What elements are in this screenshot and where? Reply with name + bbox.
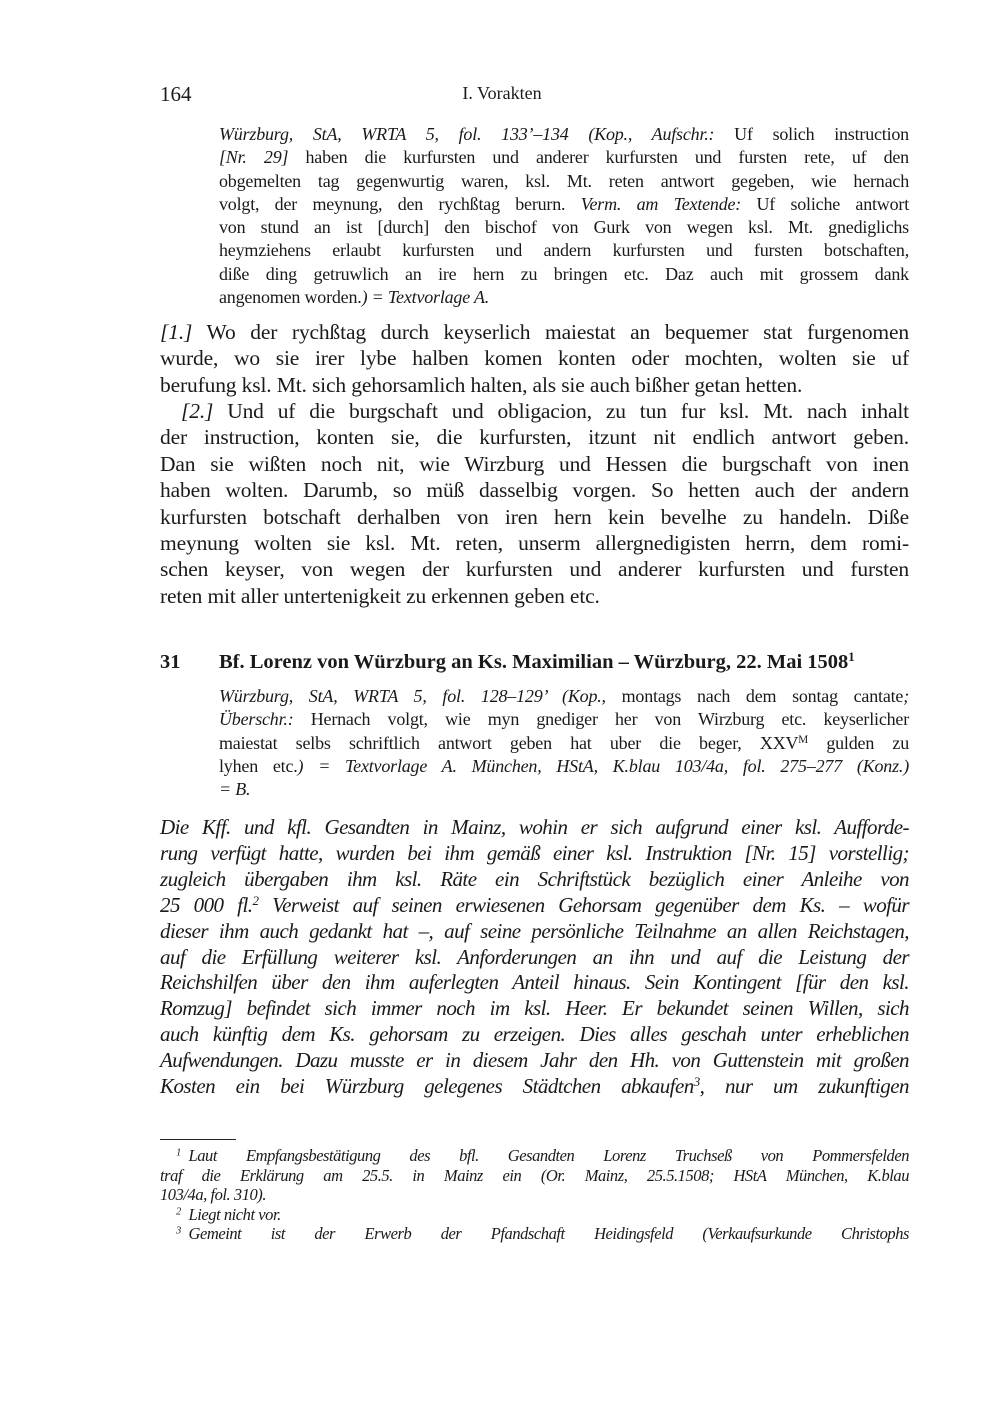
- text-segment: zukunftigen: [797, 1074, 909, 1099]
- text-segment: 103/4a, fol. 310).: [160, 1185, 267, 1205]
- document-number: 31: [160, 651, 181, 673]
- text-segment: der instruction, konten sie, die kurfursten, itzunt nit endlich antwort geben.: [160, 425, 909, 450]
- text-line: [160, 451, 909, 477]
- text-segment: Kosten ein bei Würzburg gelegenes Städtchen abkaufen: [160, 1074, 694, 1099]
- text-line: [219, 263, 909, 286]
- text-line: [160, 893, 909, 919]
- text-segment: ;: [903, 686, 909, 706]
- text-line: [219, 146, 909, 169]
- text-segment: Reichshilfen über den ihm auferlegten Anteil hinaus. Sein Kontingent [für den ksl.: [160, 970, 909, 995]
- text-line: [160, 1074, 909, 1100]
- text-segment: Würzburg, StA, WRTA 5, fol. 128–129’ (Kop.,: [219, 686, 606, 706]
- page-number: 164: [160, 82, 192, 106]
- text-segment: berufung ksl. Mt. sich gehorsamlich halten, als sie auch bißher getan hetten.: [160, 372, 803, 397]
- text-line: [219, 708, 909, 731]
- text-segment: [160, 1146, 176, 1165]
- text-segment: angenomen worden.: [219, 287, 362, 308]
- text-segment: [1.]: [160, 320, 193, 344]
- text-segment: Und uf die burgschaft und obligacion, zu tun fur ksl. Mt. nach inhalt: [213, 399, 909, 423]
- text-line: [219, 216, 909, 239]
- text-segment: kurfursten botschaft derhalben von iren hern kein bevelhe zu handeln. Diße: [160, 504, 909, 529]
- text-segment: Verm. am Textende:: [580, 193, 742, 214]
- text-segment: zugleich übergaben ihm ksl. Räte ein Schriftstück bezüglich einer Anleihe von: [160, 866, 909, 891]
- paragraph-1: [160, 319, 909, 398]
- text-segment: Würzburg, StA, WRTA 5, fol. 133’–134 (Kop., Aufschr.:: [219, 124, 735, 144]
- text-line: [160, 970, 909, 996]
- text-segment: auch künftig dem Ks. gehorsam zu erzeigen. Dies alles geschah unter erheblichen: [160, 1022, 909, 1047]
- text-line: [160, 583, 909, 609]
- footnote-ref[interactable]: 1: [848, 650, 855, 665]
- text-line: [219, 732, 909, 755]
- paragraph-2: [160, 398, 909, 609]
- text-segment: meynung wolten sie ksl. Mt. reten, unserm allergnedigisten herrn, dem romi-: [160, 531, 909, 556]
- text-line: [160, 1224, 909, 1244]
- document-title: Bf. Lorenz von Würzburg an Ks. Maximilian – Würzburg, 22. Mai 1508: [219, 651, 849, 673]
- text-line: [160, 815, 909, 841]
- text-line: [219, 123, 909, 146]
- source-apparatus-a: [219, 123, 909, 309]
- text-segment: Wo der rychßtag durch keyserlich maiestat an bequemer stat furgenomen: [192, 320, 909, 344]
- footnote-marker: 3: [176, 1225, 181, 1237]
- text-segment: auf die Erfüllung weiterer ksl. Anforderungen an ihn und auf die Leistung der: [160, 944, 909, 969]
- text-line: [160, 1146, 909, 1166]
- text-segment: gulden zu: [808, 732, 910, 753]
- text-line: [160, 996, 909, 1022]
- text-line: [219, 239, 909, 262]
- footnote-marker: M: [798, 733, 809, 746]
- text-line: [160, 1185, 909, 1205]
- text-line: [160, 504, 909, 530]
- text-segment: ) = Textvorlage A. München, HStA, K.blau 103/4a, fol. 275–277 (Konz.): [297, 755, 909, 776]
- text-segment: [160, 1224, 176, 1243]
- text-segment: 25 000 fl.: [160, 892, 253, 917]
- text-segment: Gemeint ist der Erwerb der Pfandschaft Heidingsfeld (Verkaufsurkunde Christophs: [180, 1224, 909, 1244]
- text-line: [160, 319, 909, 345]
- footnote-marker: 1: [176, 1147, 181, 1159]
- text-segment: schen keyser, von wegen der kurfursten und anderer kurfursten und fursten: [160, 557, 909, 582]
- text-segment: traf die Erklärung am 25.5. in Mainz ein (Or. Mainz, 25.5.1508; HStA München, K.blau: [160, 1165, 909, 1185]
- text-line: [160, 556, 909, 582]
- text-segment: rung verfügt hatte, wurden bei ihm gemäß einer ksl. Instruktion [Nr. 15] vorstellig;: [160, 840, 909, 865]
- text-line: [219, 755, 909, 778]
- text-segment: haben wolten. Darumb, so müß dasselbig vorgen. So hetten auch der andern: [160, 478, 909, 503]
- text-segment: ) = Textvorlage A.: [361, 287, 490, 308]
- text-segment: [2.]: [181, 399, 214, 423]
- text-line: [160, 424, 909, 450]
- running-head: I. Vorakten: [462, 83, 542, 103]
- text-segment: montags nach dem sontag cantate: [605, 686, 904, 706]
- text-segment: Die Kff. und kfl. Gesandten in Mainz, wohin er sich aufgrund einer ksl. Aufforde-: [160, 815, 909, 839]
- text-segment: Überschr.:: [219, 709, 294, 730]
- text-line: [160, 841, 909, 867]
- text-line: [160, 398, 909, 424]
- footnote-marker: 2: [176, 1206, 181, 1218]
- text-line: [160, 1048, 909, 1074]
- text-line: [219, 685, 909, 708]
- source-apparatus-b: [219, 685, 909, 801]
- text-segment: [Nr. 29]: [219, 147, 289, 168]
- text-line: [160, 1022, 909, 1048]
- text-segment: reten mit aller untertenigkeit zu erkennen geben etc.: [160, 583, 600, 608]
- text-line: [219, 286, 909, 309]
- text-line: [160, 477, 909, 503]
- text-segment: Liegt nicht vor.: [180, 1204, 281, 1224]
- text-segment: [160, 1205, 176, 1224]
- text-line: [160, 945, 909, 971]
- text-segment: wurde, wo sie irer lybe halben komen konten oder mochten, wolten sie uf: [160, 346, 909, 371]
- regest-summary: [160, 815, 909, 1100]
- text-line: [160, 1205, 909, 1225]
- text-line: [160, 530, 909, 556]
- text-line: [160, 1166, 909, 1186]
- text-line: [219, 193, 909, 216]
- text-line: [160, 372, 909, 398]
- text-segment: dieser ihm auch gedankt hat –, auf seine persönliche Teilnahme an allen Reichstagen,: [160, 918, 909, 943]
- text-segment: Uf soliche antwort: [741, 193, 910, 214]
- text-line: [160, 867, 909, 893]
- text-segment: von stund an ist [durch] den bischof von Gurk von wegen ksl. Mt. gnediglichs: [219, 217, 909, 238]
- text-segment: , nur um: [699, 1074, 798, 1099]
- footnotes: [160, 1146, 909, 1244]
- text-segment: volgt, der meynung, den rychßtag berurn.: [219, 193, 581, 214]
- text-segment: Uf solich instruction: [734, 124, 909, 144]
- text-segment: = B.: [219, 779, 251, 800]
- text-segment: Verweist auf seinen erwiesenen Gehorsam gegenüber dem Ks. – wofür: [258, 892, 909, 917]
- text-line: [219, 170, 909, 193]
- text-segment: Laut Empfangsbestätigung des bfl. Gesandten Lorenz Truchseß von Pommersfelden: [180, 1146, 909, 1165]
- text-segment: obgemelten tag gegenwurtig waren, ksl. Mt. reten antwort gegeben, wie hernach: [219, 170, 909, 191]
- text-segment: diße ding getruwlich an ire hern zu bringen etc. Daz auch mit grossem dank: [219, 263, 909, 284]
- document-heading: [160, 651, 920, 674]
- text-segment: Hernach volgt, wie myn gnediger her von Wirzburg etc. keyserlicher: [293, 709, 909, 730]
- text-segment: Dan sie wißten noch nit, wie Wirzburg und Hessen die burgschaft von inen: [160, 451, 909, 476]
- text-segment: Romzug] befindet sich immer noch im ksl. Heer. Er bekundet seinen Willen, sich: [160, 996, 909, 1021]
- text-segment: haben die kurfursten und anderer kurfursten und fursten rete, uf den: [288, 147, 909, 168]
- footnote-marker: 2: [252, 892, 259, 908]
- text-segment: heymziehens erlaubt kurfursten und andern kurfursten und fursten botschaften,: [219, 240, 909, 261]
- text-line: [219, 778, 909, 801]
- text-line: [160, 345, 909, 371]
- footnote-marker: 3: [693, 1073, 700, 1089]
- footnote-divider: [160, 1139, 236, 1140]
- text-segment: Aufwendungen. Dazu musste er in diesem Jahr den Hh. von Guttenstein mit großen: [160, 1048, 909, 1073]
- text-segment: lyhen etc.: [219, 755, 298, 776]
- text-line: [160, 919, 909, 945]
- text-segment: maiestat selbs schriftlich antwort geben hat uber die beger, XXV: [219, 732, 799, 753]
